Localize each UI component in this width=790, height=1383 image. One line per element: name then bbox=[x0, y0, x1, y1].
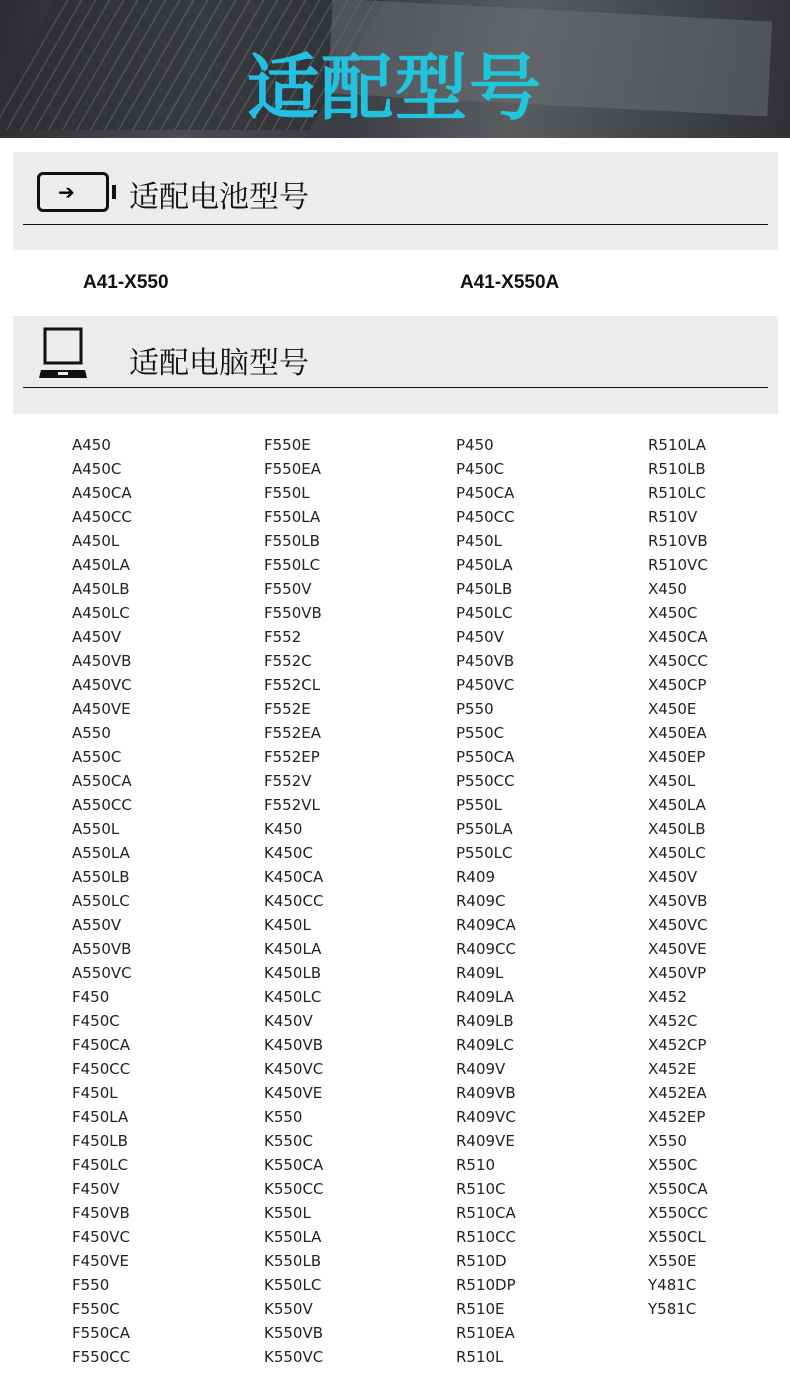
laptop-model-item: A550LB bbox=[72, 868, 130, 886]
laptop-model-item: F450CA bbox=[72, 1036, 130, 1054]
laptop-model-item: R409LA bbox=[456, 988, 515, 1006]
laptop-model-item: R409VE bbox=[456, 1132, 515, 1150]
laptop-model-item: F450C bbox=[72, 1012, 120, 1030]
laptop-model-item: R409CC bbox=[456, 940, 516, 958]
laptop-model-item: X450CP bbox=[648, 676, 707, 694]
battery-section-header bbox=[13, 152, 778, 250]
divider bbox=[23, 387, 768, 388]
laptop-model-item: R409LC bbox=[456, 1036, 514, 1054]
laptop-model-item: R510L bbox=[456, 1348, 504, 1366]
laptop-model-item: A550 bbox=[72, 724, 111, 742]
laptop-model-item: F552E bbox=[264, 700, 311, 718]
laptop-model-item: X550 bbox=[648, 1132, 687, 1150]
laptop-model-item: K550LA bbox=[264, 1228, 322, 1246]
laptop-model-item: A550C bbox=[72, 748, 122, 766]
laptop-model-item: F450LC bbox=[72, 1156, 129, 1174]
laptop-model-item: Y481C bbox=[648, 1276, 697, 1294]
laptop-model-item: F450L bbox=[72, 1084, 118, 1102]
laptop-model-item: R510VB bbox=[648, 532, 708, 550]
battery-charging-icon: ➔ bbox=[37, 172, 109, 212]
laptop-model-item: X450 bbox=[648, 580, 687, 598]
laptop-model-item: R510V bbox=[648, 508, 698, 526]
laptop-model-item: A450LB bbox=[72, 580, 130, 598]
laptop-model-item: F450VC bbox=[72, 1228, 130, 1246]
laptop-model-item: R510LB bbox=[648, 460, 706, 478]
model-column bbox=[456, 433, 516, 1369]
laptop-model-item: P550C bbox=[456, 724, 505, 742]
laptop-model-item: F550LC bbox=[264, 556, 321, 574]
laptop-model-item: X550C bbox=[648, 1156, 698, 1174]
banner bbox=[0, 0, 790, 138]
laptop-model-item: P450LB bbox=[456, 580, 513, 598]
laptop-model-item: K450CC bbox=[264, 892, 324, 910]
laptop-model-item: F550CA bbox=[72, 1324, 130, 1342]
laptop-model-item: K550CA bbox=[264, 1156, 324, 1174]
laptop-model-item: A550V bbox=[72, 916, 122, 934]
laptop-model-item: X452 bbox=[648, 988, 687, 1006]
laptop-model-item: K450L bbox=[264, 916, 311, 934]
laptop-model-item: P550LA bbox=[456, 820, 513, 838]
laptop-model-item: X450CA bbox=[648, 628, 708, 646]
laptop-model-item: X550CL bbox=[648, 1228, 706, 1246]
laptop-model-item: K450LB bbox=[264, 964, 322, 982]
laptop-model-item: R510DP bbox=[456, 1276, 516, 1294]
laptop-model-item: P450LC bbox=[456, 604, 513, 622]
model-column bbox=[264, 433, 323, 1369]
laptop-model-item: X450L bbox=[648, 772, 696, 790]
laptop-model-item: F450LA bbox=[72, 1108, 129, 1126]
laptop-icon bbox=[39, 326, 87, 382]
laptop-model-item: X450V bbox=[648, 868, 698, 886]
laptop-model-item: P450VC bbox=[456, 676, 515, 694]
laptop-model-item: X450VE bbox=[648, 940, 707, 958]
laptop-model-item: F450VB bbox=[72, 1204, 130, 1222]
laptop-model-item: R510VC bbox=[648, 556, 708, 574]
laptop-model-item: A450LA bbox=[72, 556, 130, 574]
laptop-model-item: F552CL bbox=[264, 676, 321, 694]
model-column bbox=[72, 433, 132, 1369]
laptop-model-item: R510LC bbox=[648, 484, 706, 502]
laptop-model-item: A450CA bbox=[72, 484, 132, 502]
laptop-model-item: F550 bbox=[72, 1276, 110, 1294]
laptop-model-item: X450C bbox=[648, 604, 698, 622]
laptop-model-item: F550EA bbox=[264, 460, 321, 478]
laptop-model-item: K450VB bbox=[264, 1036, 324, 1054]
laptop-model-item: P450CA bbox=[456, 484, 515, 502]
laptop-model-item: F552 bbox=[264, 628, 302, 646]
laptop-model-item: P550 bbox=[456, 700, 494, 718]
laptop-model-item: R409 bbox=[456, 868, 496, 886]
laptop-model-item: R409C bbox=[456, 892, 506, 910]
laptop-section-header bbox=[13, 316, 778, 414]
laptop-model-item: K550VC bbox=[264, 1348, 324, 1366]
laptop-model-item: F550LA bbox=[264, 508, 321, 526]
laptop-model-item: R510LA bbox=[648, 436, 707, 454]
laptop-model-item: X550CC bbox=[648, 1204, 708, 1222]
laptop-model-item: X452C bbox=[648, 1012, 698, 1030]
laptop-model-item: A450 bbox=[72, 436, 111, 454]
laptop-model-item: A450VC bbox=[72, 676, 132, 694]
laptop-model-item: K450VC bbox=[264, 1060, 324, 1078]
laptop-model-item: F450 bbox=[72, 988, 110, 1006]
laptop-model-item: F450CC bbox=[72, 1060, 131, 1078]
laptop-model-item: R409VC bbox=[456, 1108, 516, 1126]
laptop-model-item: R409V bbox=[456, 1060, 506, 1078]
laptop-model-item: P550LC bbox=[456, 844, 513, 862]
laptop-model-item: A550LA bbox=[72, 844, 130, 862]
laptop-model-item: F550C bbox=[72, 1300, 120, 1318]
laptop-model-item: F450LB bbox=[72, 1132, 128, 1150]
laptop-model-item: A550LC bbox=[72, 892, 130, 910]
laptop-model-item: K450V bbox=[264, 1012, 313, 1030]
laptop-model-item: X450CC bbox=[648, 652, 708, 670]
laptop-model-item: F552VL bbox=[264, 796, 320, 814]
laptop-model-item: X450VC bbox=[648, 916, 708, 934]
laptop-model-item: A450VB bbox=[72, 652, 132, 670]
battery-model: A41-X550A bbox=[460, 272, 560, 293]
laptop-model-item: K550V bbox=[264, 1300, 313, 1318]
laptop-model-item: A450V bbox=[72, 628, 122, 646]
laptop-model-item: P450L bbox=[456, 532, 503, 550]
laptop-model-item: X450E bbox=[648, 700, 697, 718]
laptop-model-item: X450VB bbox=[648, 892, 708, 910]
laptop-model-item: F550V bbox=[264, 580, 312, 598]
laptop-model-item: R409L bbox=[456, 964, 504, 982]
divider bbox=[23, 224, 768, 225]
laptop-model-item: P550CC bbox=[456, 772, 515, 790]
laptop-model-item: X450EP bbox=[648, 748, 706, 766]
laptop-model-item: R510D bbox=[456, 1252, 507, 1270]
laptop-model-item: K450 bbox=[264, 820, 303, 838]
laptop-model-item: R510E bbox=[456, 1300, 505, 1318]
laptop-model-item: P550CA bbox=[456, 748, 515, 766]
laptop-model-item: R409VB bbox=[456, 1084, 516, 1102]
battery-section-title: 适配电池型号 bbox=[129, 180, 309, 215]
laptop-model-item: A450VE bbox=[72, 700, 131, 718]
laptop-model-item: X550E bbox=[648, 1252, 697, 1270]
laptop-model-item: K450LA bbox=[264, 940, 322, 958]
laptop-model-item: F550LB bbox=[264, 532, 320, 550]
laptop-model-item: A450L bbox=[72, 532, 120, 550]
battery-model: A41-X550 bbox=[83, 272, 169, 293]
laptop-model-item: P450CC bbox=[456, 508, 515, 526]
laptop-model-item: K550LC bbox=[264, 1276, 322, 1294]
laptop-model-item: X452EA bbox=[648, 1084, 707, 1102]
laptop-model-item: X550CA bbox=[648, 1180, 708, 1198]
laptop-model-item: P550L bbox=[456, 796, 503, 814]
laptop-model-item: A550CC bbox=[72, 796, 132, 814]
laptop-model-item: F450V bbox=[72, 1180, 120, 1198]
laptop-model-item: X452EP bbox=[648, 1108, 706, 1126]
laptop-model-item: R510CA bbox=[456, 1204, 516, 1222]
laptop-model-item: A550L bbox=[72, 820, 120, 838]
laptop-model-item: F550L bbox=[264, 484, 310, 502]
laptop-model-item: P450C bbox=[456, 460, 505, 478]
laptop-model-item: K450VE bbox=[264, 1084, 323, 1102]
laptop-model-item: X450LC bbox=[648, 844, 706, 862]
laptop-model-item: P450LA bbox=[456, 556, 513, 574]
laptop-model-item: K450CA bbox=[264, 868, 324, 886]
laptop-model-item: R409LB bbox=[456, 1012, 514, 1030]
laptop-model-item: X452E bbox=[648, 1060, 697, 1078]
laptop-model-item: K450LC bbox=[264, 988, 322, 1006]
laptop-model-item: F552V bbox=[264, 772, 312, 790]
laptop-model-item: F450VE bbox=[72, 1252, 129, 1270]
laptop-model-item: F552C bbox=[264, 652, 312, 670]
laptop-model-item: X450EA bbox=[648, 724, 707, 742]
laptop-model-item: X450VP bbox=[648, 964, 707, 982]
laptop-model-item: F552EP bbox=[264, 748, 320, 766]
laptop-model-item: R510EA bbox=[456, 1324, 515, 1342]
laptop-model-item: X450LA bbox=[648, 796, 706, 814]
laptop-model-item: K550L bbox=[264, 1204, 311, 1222]
banner-title: 适配型号 bbox=[0, 30, 790, 134]
laptop-model-item: A450CC bbox=[72, 508, 132, 526]
laptop-model-item: Y581C bbox=[648, 1300, 697, 1318]
laptop-model-item: P450V bbox=[456, 628, 504, 646]
laptop-model-item: A550CA bbox=[72, 772, 132, 790]
laptop-model-item: P450VB bbox=[456, 652, 515, 670]
laptop-model-item: F550CC bbox=[72, 1348, 131, 1366]
laptop-model-item: F552EA bbox=[264, 724, 321, 742]
laptop-model-item: R510C bbox=[456, 1180, 506, 1198]
laptop-model-item: K550 bbox=[264, 1108, 303, 1126]
laptop-model-item: K550CC bbox=[264, 1180, 324, 1198]
laptop-model-item: R510CC bbox=[456, 1228, 516, 1246]
laptop-model-item: A450C bbox=[72, 460, 122, 478]
laptop-model-item: K550C bbox=[264, 1132, 313, 1150]
laptop-model-item: A450LC bbox=[72, 604, 130, 622]
laptop-model-item: A550VB bbox=[72, 940, 132, 958]
laptop-model-item: R510 bbox=[456, 1156, 496, 1174]
laptop-section-title: 适配电脑型号 bbox=[129, 346, 309, 381]
laptop-model-item: R409CA bbox=[456, 916, 516, 934]
laptop-model-item: K550LB bbox=[264, 1252, 322, 1270]
laptop-model-item: F550VB bbox=[264, 604, 322, 622]
laptop-model-item: P450 bbox=[456, 436, 494, 454]
laptop-model-item: K550VB bbox=[264, 1324, 324, 1342]
laptop-model-item: K450C bbox=[264, 844, 313, 862]
laptop-model-item: X450LB bbox=[648, 820, 706, 838]
model-column bbox=[648, 433, 708, 1321]
laptop-model-item: A550VC bbox=[72, 964, 132, 982]
laptop-model-item: X452CP bbox=[648, 1036, 707, 1054]
laptop-model-item: F550E bbox=[264, 436, 311, 454]
